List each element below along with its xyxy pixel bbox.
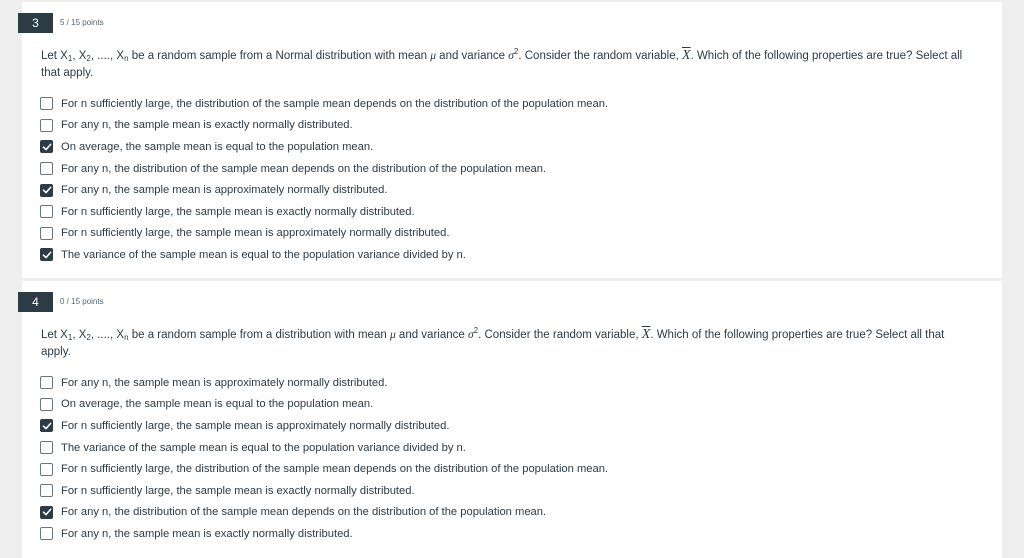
checkmark-icon <box>42 507 52 517</box>
answer-option-label: For n sufficiently large, the sample mean is exactly normally distributed. <box>61 205 415 218</box>
answer-option[interactable] <box>40 158 608 180</box>
answer-option-label: For any n, the distribution of the sample mean depends on the distribution of the population mean. <box>61 506 547 519</box>
answer-checkbox[interactable] <box>40 484 53 497</box>
checkmark-icon <box>42 250 52 260</box>
question-number-badge: 3 <box>18 13 53 33</box>
answer-checkbox[interactable] <box>40 248 53 261</box>
answer-option[interactable] <box>40 502 608 524</box>
answer-option[interactable] <box>40 115 608 137</box>
answer-option[interactable] <box>40 394 608 416</box>
checkmark-icon <box>42 142 52 152</box>
answer-option-label: The variance of the sample mean is equal to the population variance divided by n. <box>61 248 466 261</box>
answer-checkbox[interactable] <box>40 463 53 476</box>
question-text: Let $X_1$, $X_2$, ...., $X_n$ be a random sample from a distribution with mean μ and variance $\sigma^2$. Consider the random variable, $\overline{X}$. Which of the following properties are true? Select all that apply. <box>41 326 945 358</box>
answer-option[interactable] <box>40 136 608 158</box>
answer-option-label: For n sufficiently large, the sample mean is exactly normally distributed. <box>61 484 415 497</box>
answer-option[interactable] <box>40 480 608 502</box>
answer-option-label: For any n, the sample mean is exactly normally distributed. <box>61 119 353 132</box>
answer-checkbox[interactable] <box>40 419 53 432</box>
answer-option-label: For any n, the distribution of the sample mean depends on the distribution of the population mean. <box>61 162 547 175</box>
answer-option[interactable] <box>40 244 608 266</box>
question-number-badge: 4 <box>18 292 53 312</box>
answer-option-label: On average, the sample mean is equal to the population mean. <box>61 398 374 411</box>
answer-option[interactable] <box>40 458 608 480</box>
answer-option-label: For n sufficiently large, the distribution of the sample mean depends on the distribution of the population mean. <box>61 463 609 476</box>
answer-option[interactable] <box>40 223 608 245</box>
question-points: 0 / 15 points <box>60 297 104 306</box>
answer-checkbox[interactable] <box>40 227 53 240</box>
x-bar-symbol: $\overline{X}$ <box>641 327 651 342</box>
answer-option[interactable] <box>40 372 608 394</box>
answer-checkbox[interactable] <box>40 527 53 540</box>
answer-option-label: For n sufficiently large, the distribution of the sample mean depends on the distribution of the population mean. <box>61 97 609 110</box>
answer-checkbox[interactable] <box>40 162 53 175</box>
answer-checkbox[interactable] <box>40 441 53 454</box>
answer-checkbox[interactable] <box>40 398 53 411</box>
answer-option-label: For any n, the sample mean is approximately normally distributed. <box>61 376 388 389</box>
answer-option-label: For n sufficiently large, the sample mean is approximately normally distributed. <box>61 227 450 240</box>
answer-checkbox[interactable] <box>40 119 53 132</box>
answer-checkbox[interactable] <box>40 140 53 153</box>
answer-option-label: For any n, the sample mean is approximately normally distributed. <box>61 184 388 197</box>
answer-option[interactable] <box>40 93 608 115</box>
answer-option-label: For n sufficiently large, the sample mean is approximately normally distributed. <box>61 419 450 432</box>
checkmark-icon <box>42 421 52 431</box>
answer-checkbox[interactable] <box>40 97 53 110</box>
answer-option-label: On average, the sample mean is equal to the population mean. <box>61 140 374 153</box>
answer-option-label: For any n, the sample mean is exactly normally distributed. <box>61 527 353 540</box>
answer-option[interactable] <box>40 415 608 437</box>
answer-option[interactable] <box>40 523 608 545</box>
x-bar-symbol: $\overline{X}$ <box>682 48 691 63</box>
answer-option[interactable] <box>40 437 608 459</box>
answer-checkbox[interactable] <box>40 506 53 519</box>
question-points: 5 / 15 points <box>60 18 104 27</box>
checkmark-icon <box>42 185 52 195</box>
answer-option[interactable] <box>40 201 608 223</box>
answer-option[interactable] <box>40 179 608 201</box>
answer-checkbox[interactable] <box>40 205 53 218</box>
answer-options <box>40 93 608 266</box>
answer-options <box>40 372 608 545</box>
answer-checkbox[interactable] <box>40 184 53 197</box>
question-text: Let $X_1$, $X_2$, ...., $X_n$ be a random sample from a Normal distribution with mean μ and variance $\sigma^2$. Consider the random variable, $\overline{X}$. Which of the following properties are true? Select all that apply. <box>41 47 963 79</box>
answer-checkbox[interactable] <box>40 376 53 389</box>
answer-option-label: The variance of the sample mean is equal to the population variance divided by n. <box>61 441 466 454</box>
